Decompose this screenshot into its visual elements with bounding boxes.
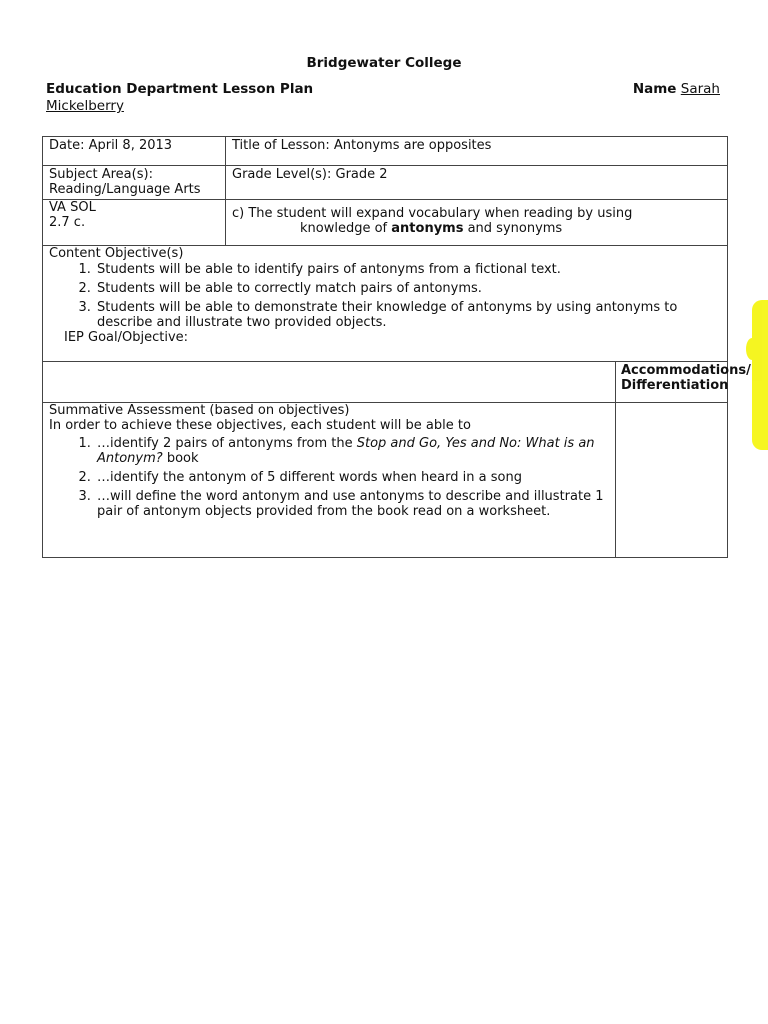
table-row bbox=[43, 166, 728, 200]
sol-text-part: and synonyms bbox=[463, 221, 563, 236]
summative-assessment-cell bbox=[43, 403, 616, 558]
first-name: Sarah bbox=[680, 81, 720, 97]
name-field bbox=[633, 81, 720, 97]
date-cell: Date: April 8, 2013 bbox=[43, 137, 226, 166]
list-item: 3. Students will be able to demonstrate their knowledge of antonyms by using antonyms to describe and illustrate two provided objects. bbox=[95, 300, 721, 330]
summative-list bbox=[49, 436, 609, 519]
sol-text-part: knowledge of bbox=[300, 221, 392, 236]
table-row bbox=[43, 246, 728, 362]
table-row bbox=[43, 362, 728, 403]
book-title: Stop and Go, Yes and No: What is an Antonym? bbox=[97, 436, 595, 466]
list-item: 3. …will define the word antonym and use antonyms to describe and illustrate 1 pair of antonym objects provided from the book read on a worksheet. bbox=[95, 489, 609, 519]
list-item bbox=[95, 436, 609, 466]
content-objectives-cell bbox=[43, 246, 728, 362]
highlighter-mark bbox=[752, 300, 768, 450]
sol-label: VA SOL bbox=[49, 200, 96, 215]
iep-label: IEP Goal/Objective: bbox=[64, 330, 189, 345]
college-title: Bridgewater College bbox=[306, 55, 462, 71]
sol-text-bold: antonyms bbox=[391, 221, 464, 236]
content-objectives-label: Content Objective(s) bbox=[49, 246, 184, 261]
summative-text: book bbox=[162, 451, 199, 466]
name-label: Name bbox=[632, 81, 677, 97]
subject-cell bbox=[43, 166, 226, 200]
last-name: Mickelberry bbox=[46, 98, 124, 114]
table-row bbox=[43, 200, 728, 246]
table-row bbox=[43, 403, 728, 558]
sol-text-cell bbox=[226, 200, 728, 246]
list-item: 2. Students will be able to correctly match pairs of antonyms. bbox=[95, 281, 721, 296]
summative-label: Summative Assessment (based on objectives) bbox=[49, 403, 350, 418]
subject-value: Reading/Language Arts bbox=[49, 182, 201, 197]
iep-content-cell bbox=[43, 362, 616, 403]
summative-intro: In order to achieve these objectives, each student will be able to bbox=[49, 418, 471, 433]
document-heading: Education Department Lesson Plan bbox=[46, 81, 314, 97]
grade-cell: Grade Level(s): Grade 2 bbox=[226, 166, 728, 200]
subject-label: Subject Area(s): bbox=[49, 167, 153, 182]
list-item: 1. Students will be able to identify pairs of antonyms from a fictional text. bbox=[95, 262, 721, 277]
table-row bbox=[43, 137, 728, 166]
accommodations-header: Accommodations/ Differentiation bbox=[616, 362, 728, 403]
sol-cell bbox=[43, 200, 226, 246]
accommodations-cell bbox=[616, 403, 728, 558]
sol-text-line-2 bbox=[232, 221, 721, 236]
summative-text: …identify 2 pairs of antonyms from the bbox=[97, 436, 357, 451]
list-item: 2. …identify the antonym of 5 different words when heard in a song bbox=[95, 470, 609, 485]
sol-text-line-1: c) The student will expand vocabulary when reading by using bbox=[232, 206, 633, 221]
lesson-plan-table bbox=[42, 136, 751, 558]
content-objectives-list bbox=[49, 262, 721, 330]
sol-code: 2.7 c. bbox=[49, 215, 86, 230]
lesson-title-cell: Title of Lesson: Antonyms are opposites bbox=[226, 137, 728, 166]
